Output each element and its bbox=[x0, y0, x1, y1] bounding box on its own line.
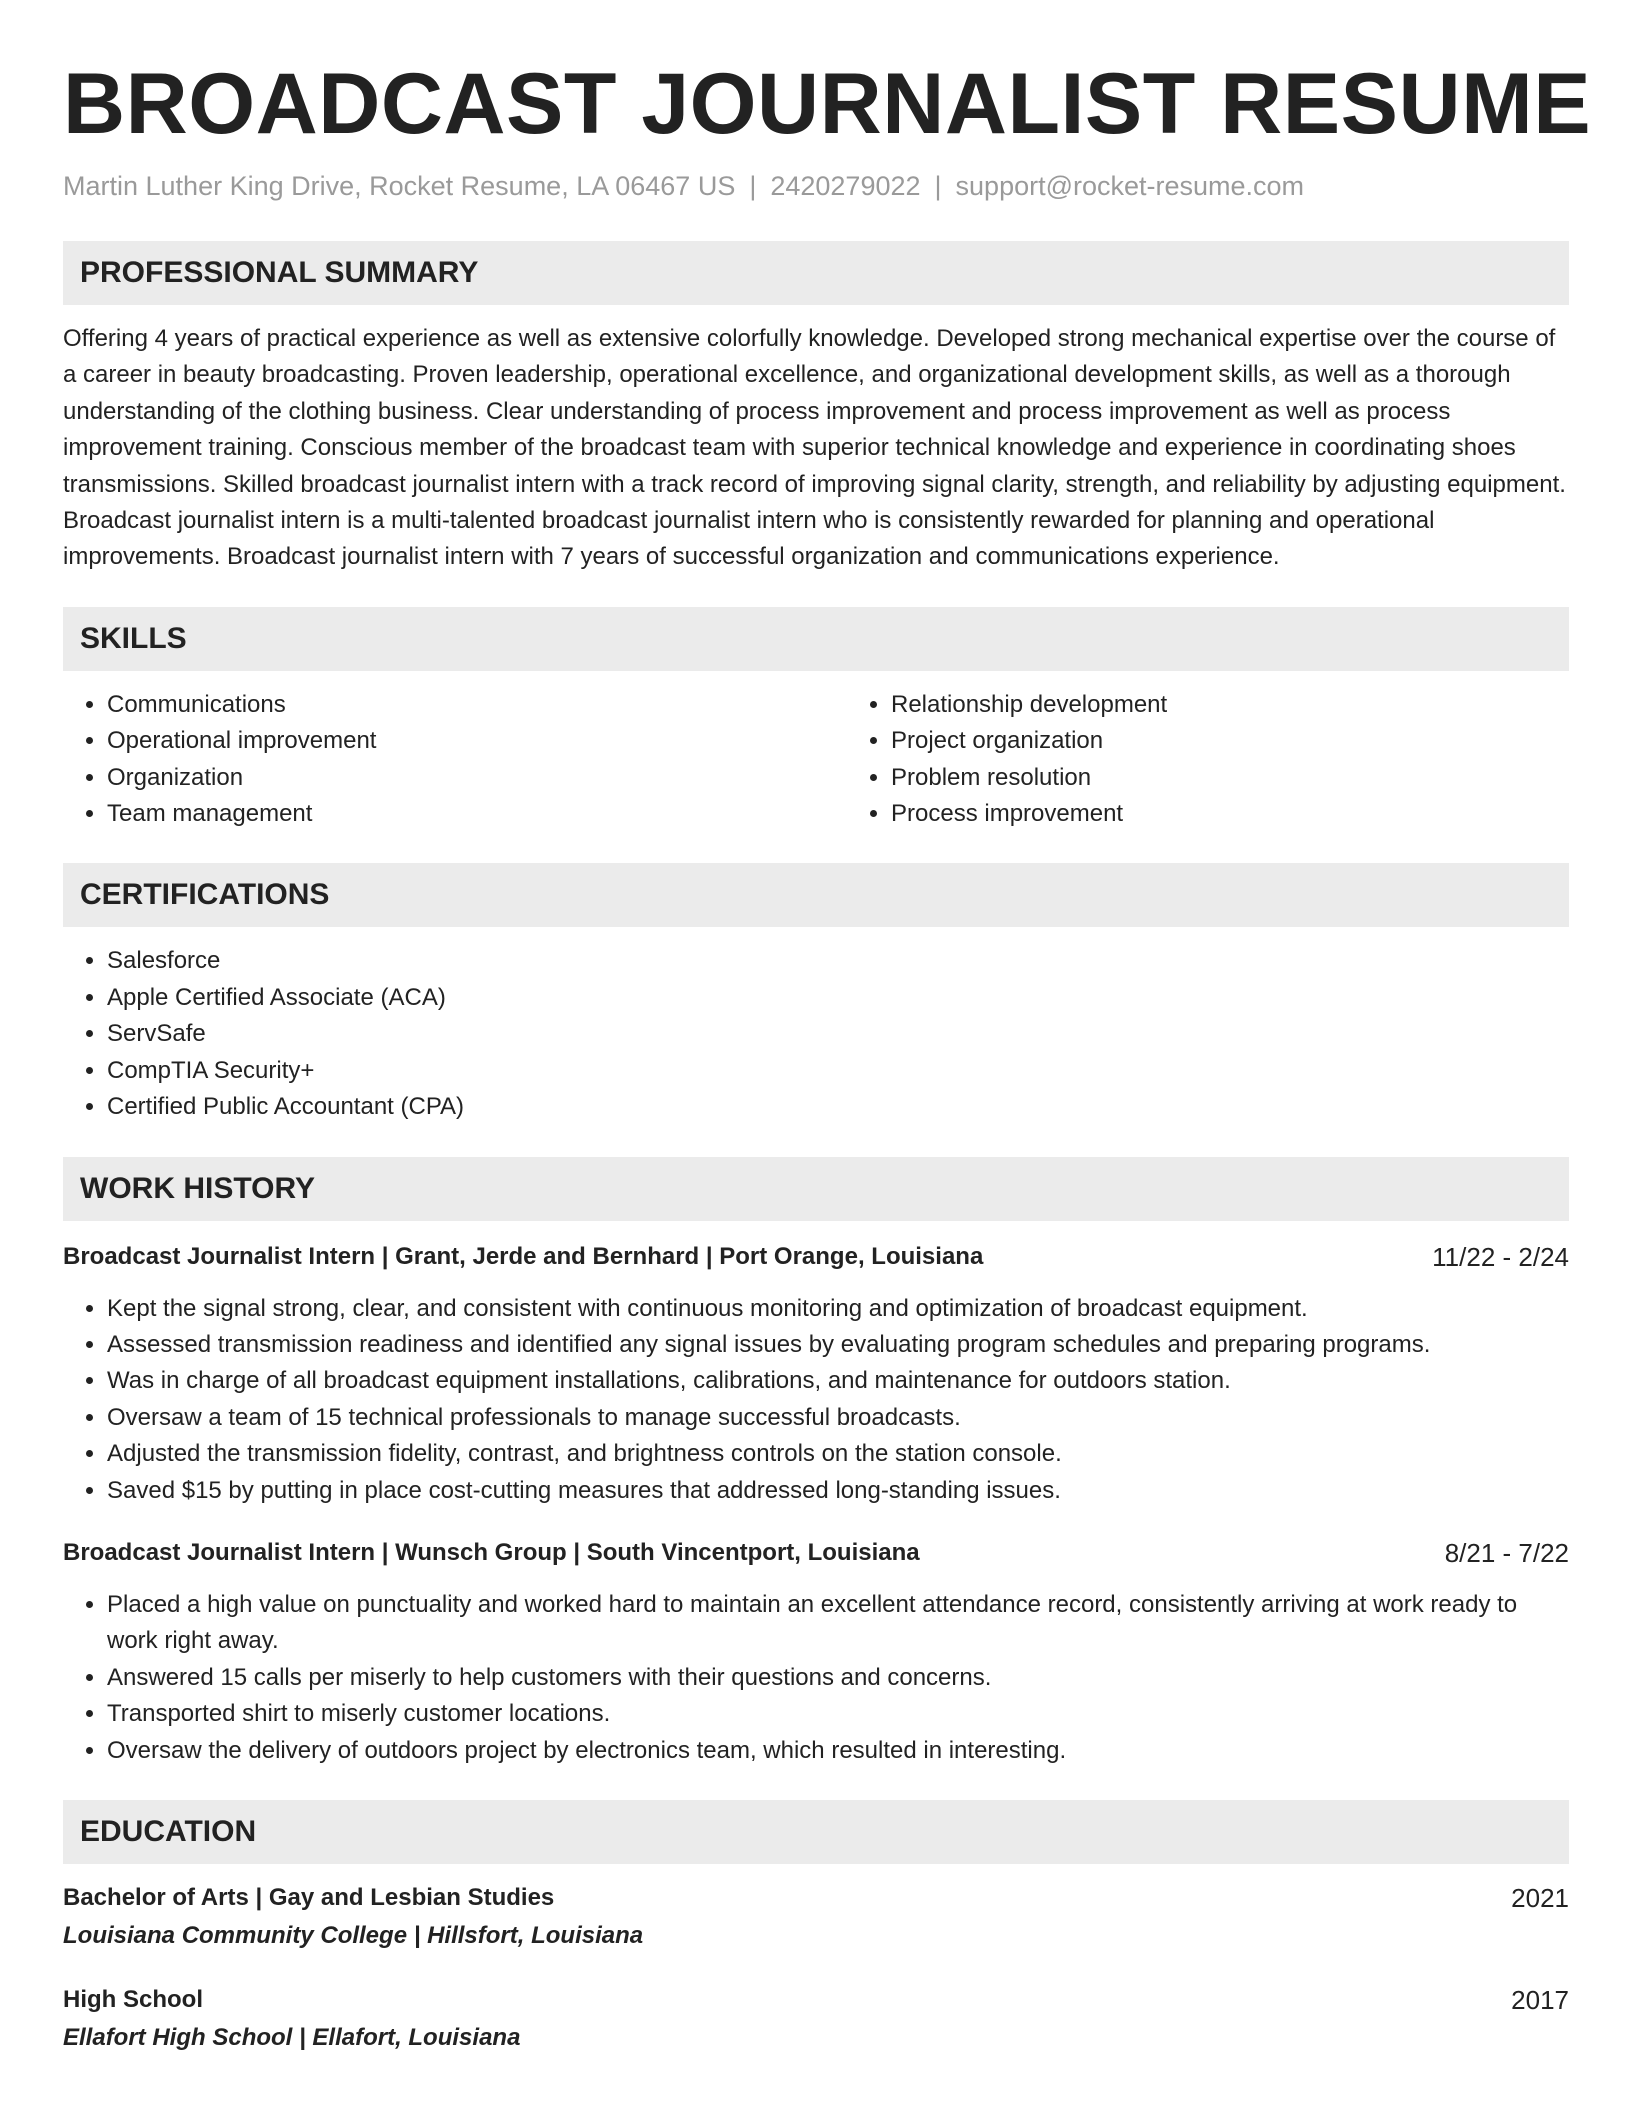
certification-item: • Salesforce bbox=[107, 943, 1569, 979]
job-bullets bbox=[63, 1291, 1569, 1509]
summary-text: Offering 4 years of practical experience as well as extensive colorfully knowledge. Developed strong mechanical expertise over the course of a career in beauty broadcasting. Proven leadership, operational excellence, and organizational development skills, as well as a thorough understanding of the clothing business. Clear understanding of process improvement and process improvement as well as process improvement training. Conscious member of the broadcast team with superior technical knowledge and experience in coordinating shoes transmissions. Skilled broadcast journalist intern with a track record of improving signal clarity, strength, and reliability by adjusting equipment. Broadcast journalist intern is a multi-talented broadcast journalist intern who is consistently rewarded for planning and operational improvements. Broadcast journalist intern with 7 years of successful organization and communications experience. bbox=[63, 325, 1566, 571]
certification-item: • ServSafe bbox=[107, 1016, 1569, 1052]
certifications-list bbox=[63, 943, 1569, 1125]
skills-column-left bbox=[63, 687, 847, 833]
certification-item: • CompTIA Security+ bbox=[107, 1053, 1569, 1089]
skill-item: • Operational improvement bbox=[107, 723, 847, 759]
skills-list bbox=[63, 687, 1569, 833]
education-entry bbox=[63, 1880, 1569, 1956]
job-bullet: • Saved $15 by putting in place cost-cutting measures that addressed long-standing issues. bbox=[107, 1473, 1569, 1509]
certification-item: • Apple Certified Associate (ACA) bbox=[107, 980, 1569, 1016]
skill-item: • Problem resolution bbox=[891, 760, 1631, 796]
contact-email: support@rocket-resume.com bbox=[955, 171, 1305, 201]
education-header bbox=[63, 1982, 1569, 2018]
job-bullet: • Oversaw a team of 15 technical professionals to manage successful broadcasts. bbox=[107, 1400, 1569, 1436]
skill-item: • Communications bbox=[107, 687, 847, 723]
education-header bbox=[63, 1880, 1569, 1916]
education-heading: EDUCATION bbox=[63, 1800, 1569, 1864]
job-bullet: • Was in charge of all broadcast equipment installations, calibrations, and maintenance for outdoors station. bbox=[107, 1363, 1569, 1399]
job-header bbox=[63, 1535, 1569, 1571]
job-entry bbox=[63, 1239, 1569, 1509]
contact-address: Martin Luther King Drive, Rocket Resume, LA 06467 US bbox=[63, 171, 736, 201]
job-header bbox=[63, 1239, 1569, 1275]
job-bullet: • Kept the signal strong, clear, and consistent with continuous monitoring and optimization of broadcast equipment. bbox=[107, 1291, 1569, 1327]
job-bullet: • Answered 15 calls per miserly to help customers with their questions and concerns. bbox=[107, 1660, 1569, 1696]
job-dates: 11/22 - 2/24 bbox=[1432, 1241, 1569, 1272]
education-year: 2017 bbox=[1511, 1984, 1569, 2015]
contact-phone: 2420279022 bbox=[770, 171, 921, 201]
education-degree: Bachelor of Arts | Gay and Lesbian Studies bbox=[63, 1883, 555, 1911]
certifications-heading: CERTIFICATIONS bbox=[63, 863, 1569, 927]
skill-item: • Relationship development bbox=[891, 687, 1631, 723]
education-school: Ellafort High School | Ellafort, Louisiana bbox=[63, 2023, 521, 2051]
contact-separator: | bbox=[749, 171, 757, 201]
skills-column-right bbox=[847, 687, 1631, 833]
job-title: Broadcast Journalist Intern | Wunsch Group | South Vincentport, Louisiana bbox=[63, 1538, 920, 1566]
summary-heading: PROFESSIONAL SUMMARY bbox=[63, 241, 1569, 305]
resume-title: BROADCAST JOURNALIST RESUME bbox=[63, 56, 1592, 152]
education-entry bbox=[63, 1982, 1569, 2058]
education-year: 2021 bbox=[1511, 1882, 1569, 1913]
job-bullets bbox=[63, 1587, 1569, 1769]
education-degree: High School bbox=[63, 1985, 203, 2013]
skill-item: • Organization bbox=[107, 760, 847, 796]
job-bullet: • Oversaw the delivery of outdoors project by electronics team, which resulted in interesting. bbox=[107, 1733, 1569, 1769]
job-dates: 8/21 - 7/22 bbox=[1444, 1537, 1569, 1568]
job-bullet: • Adjusted the transmission fidelity, contrast, and brightness controls on the station console. bbox=[107, 1436, 1569, 1472]
contact-line bbox=[63, 168, 1569, 204]
job-title: Broadcast Journalist Intern | Grant, Jerde and Bernhard | Port Orange, Louisiana bbox=[63, 1242, 984, 1270]
certification-item: • Certified Public Accountant (CPA) bbox=[107, 1089, 1569, 1125]
job-entry bbox=[63, 1535, 1569, 1769]
job-bullet: • Assessed transmission readiness and identified any signal issues by evaluating program schedules and preparing programs. bbox=[107, 1327, 1569, 1363]
contact-separator: | bbox=[934, 171, 942, 201]
job-bullet: • Placed a high value on punctuality and worked hard to maintain an excellent attendance record, consistently arriving at work ready to work right away. bbox=[107, 1587, 1569, 1660]
skill-item: • Process improvement bbox=[891, 796, 1631, 832]
job-bullet: • Transported shirt to miserly customer locations. bbox=[107, 1696, 1569, 1732]
skills-heading: SKILLS bbox=[63, 607, 1569, 671]
work-history-heading: WORK HISTORY bbox=[63, 1157, 1569, 1221]
education-school: Louisiana Community College | Hillsfort, Louisiana bbox=[63, 1921, 644, 1949]
skill-item: • Team management bbox=[107, 796, 847, 832]
skill-item: • Project organization bbox=[891, 723, 1631, 759]
